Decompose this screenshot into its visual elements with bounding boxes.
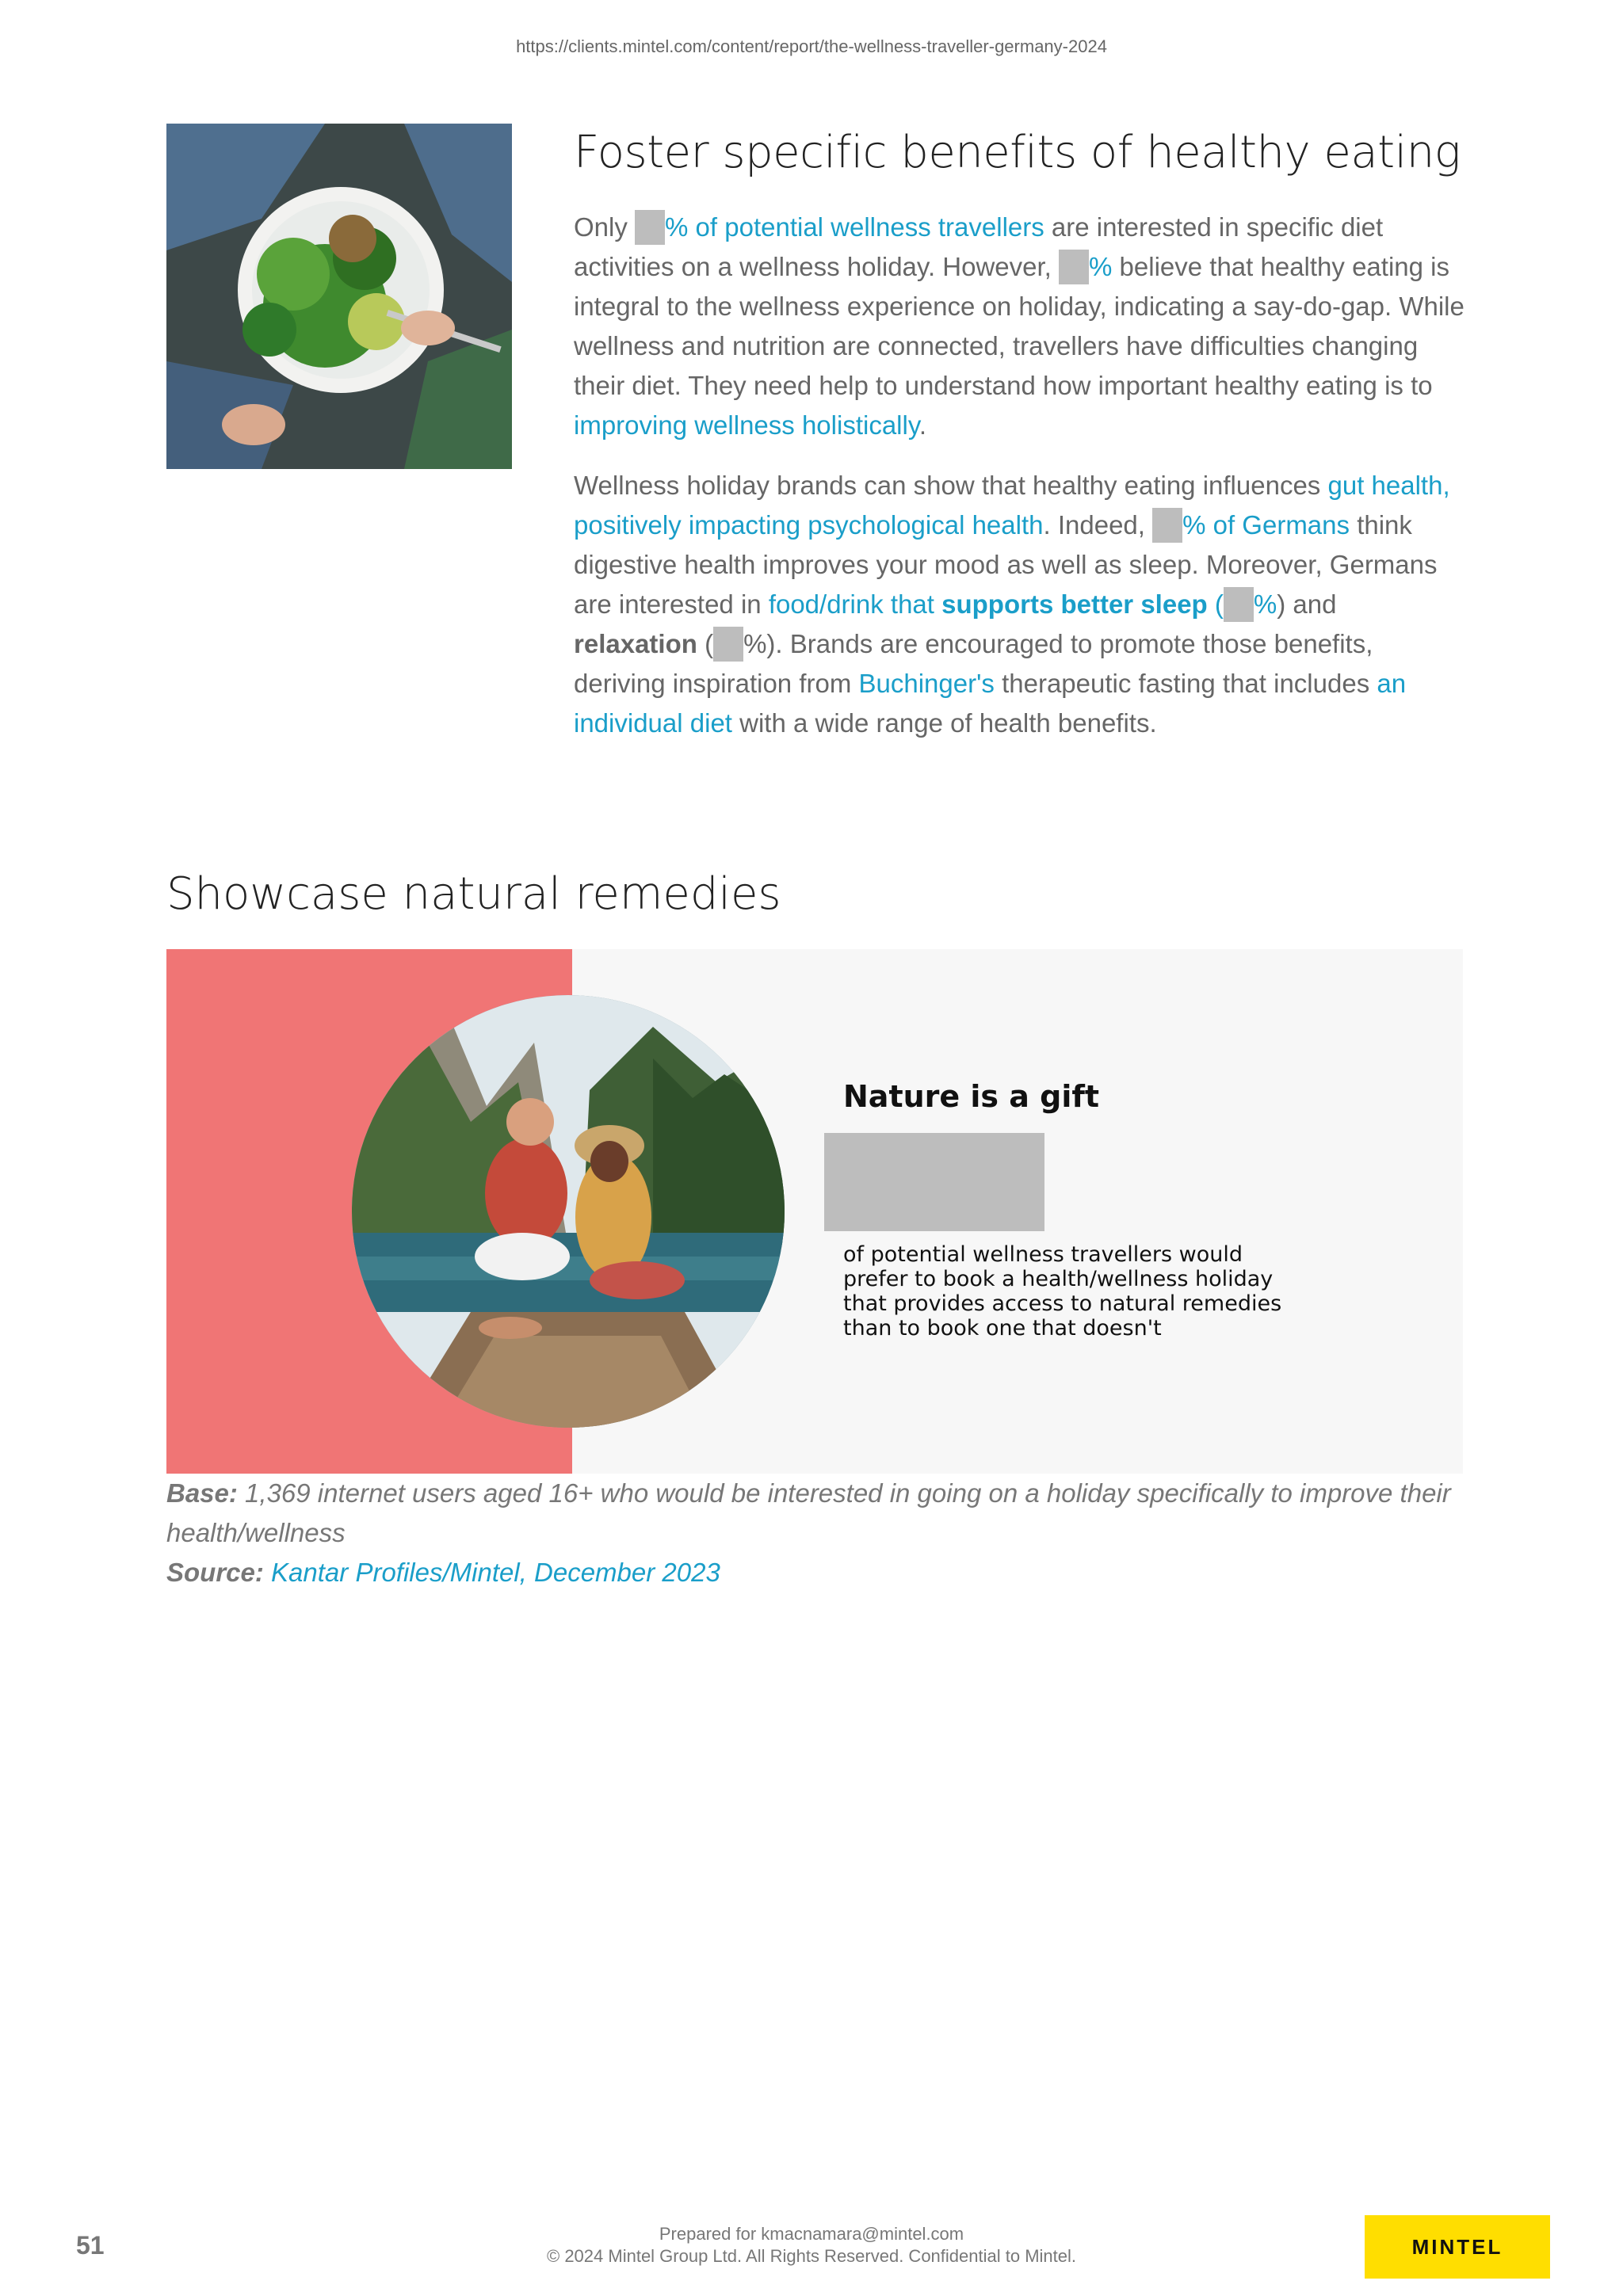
callout-text: of potential wellness travellers would prefer to book a health/wellness holiday that provides access to natural remedies than to book one that doesn't	[843, 1242, 1282, 1341]
link-percent-germans[interactable]: % of Germans	[1182, 510, 1350, 540]
couple-boat-photo	[352, 995, 785, 1428]
base-note	[166, 1474, 1466, 1553]
text: supports better sleep	[941, 589, 1208, 619]
link-food-drink[interactable]	[769, 589, 1277, 619]
text: . Indeed,	[1043, 510, 1153, 540]
redacted-value	[1152, 508, 1182, 543]
chart-notes	[166, 1474, 1466, 1592]
salad-bowl-photo	[166, 124, 512, 469]
page-url: https://clients.mintel.com/content/report/the-wellness-traveller-germany-2024	[516, 36, 1107, 56]
redacted-statistic	[824, 1133, 1044, 1231]
redacted-value	[1224, 587, 1254, 622]
link-potential-wellness-travellers[interactable]: % of potential wellness travellers	[665, 212, 1044, 242]
source-link[interactable]: Kantar Profiles/Mintel, December 2023	[271, 1558, 720, 1587]
prepared-for: Prepared for kmacnamara@mintel.com	[659, 2224, 964, 2244]
source-label: Source:	[166, 1558, 264, 1587]
text: Wellness holiday brands can show that healthy eating influences	[574, 471, 1328, 500]
text: relaxation	[574, 629, 697, 658]
infographic-panel	[166, 949, 1463, 1474]
link-percent[interactable]: %	[1089, 252, 1113, 281]
section-title-healthy-eating: Foster specific benefits of healthy eating	[574, 127, 1461, 178]
text: are interested in specific diet activities on a wellness holiday. However,	[574, 212, 1384, 281]
redacted-value	[713, 627, 743, 662]
callout-title: Nature is a gift	[843, 1079, 1100, 1114]
base-label: Base:	[166, 1478, 238, 1508]
copyright: © 2024 Mintel Group Ltd. All Rights Reserved. Confidential to Mintel.	[547, 2246, 1076, 2266]
text: (	[697, 629, 714, 658]
text: believe that healthy eating is integral to the wellness experience on holiday, indicating a say-do-gap. While wellness and nutrition are connected, travellers have difficulties changing their diet. They need help to understand how important healthy eating is to	[574, 252, 1465, 400]
link-gut-health[interactable]: gut health, positively impacting psychological health	[574, 471, 1450, 540]
paragraph-1	[574, 208, 1466, 445]
text: think digestive health improves your mood as well as sleep. Moreover, Germans are interested in	[574, 510, 1438, 619]
text: Only	[574, 212, 636, 242]
text: %). Brands are encouraged to promote those benefits, deriving inspiration from	[574, 629, 1373, 698]
text: with a wide range of health benefits.	[731, 708, 1157, 738]
text: therapeutic fasting that includes	[994, 669, 1377, 698]
text: (	[1207, 589, 1224, 619]
paragraph-2	[574, 466, 1466, 743]
section-title-natural-remedies: Showcase natural remedies	[166, 868, 781, 920]
healthy-eating-body	[574, 208, 1466, 764]
text: .	[918, 410, 927, 440]
base-text: 1,369 internet users aged 16+ who would be interested in going on a holiday specifically to improve their health/wellness	[166, 1478, 1451, 1547]
text: %	[1253, 589, 1277, 619]
text: food/drink that	[768, 589, 942, 619]
link-buchingers[interactable]: Buchinger's	[858, 669, 995, 698]
redacted-value	[635, 210, 665, 245]
source-note	[166, 1553, 1466, 1592]
text: ) and	[1277, 589, 1337, 619]
link-improving-wellness[interactable]: improving wellness holistically	[574, 410, 919, 440]
link-individual-diet[interactable]: an individual diet	[574, 669, 1407, 738]
redacted-value	[1059, 250, 1089, 284]
mintel-logo: MINTEL	[1365, 2215, 1550, 2279]
page-number: 51	[76, 2231, 105, 2260]
